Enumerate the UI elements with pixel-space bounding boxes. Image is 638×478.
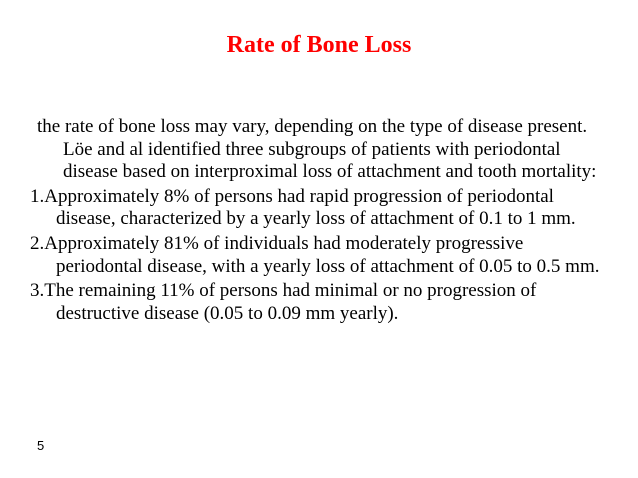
slide-body [30,116,607,327]
list-item: 3.The remaining 11% of persons had minimal or no progression of destructive disease (0.05 to 0.09 mm yearly). [30,280,537,324]
slide-title: Rate of Bone Loss [226,32,412,58]
slide-number: 5 [37,438,45,453]
intro-paragraph: the rate of bone loss may vary, depending on the type of disease present. Löe and al identified three subgroups of patients with periodontal disease based on interproximal loss of attachment and tooth mortality: [37,116,597,183]
list-item: 2.Approximately 81% of individuals had moderately progressive periodontal disease, with a yearly loss of attachment of 0.05 to 0.5 mm. [30,232,600,277]
list-item: 1.Approximately 8% of persons had rapid progression of periodontal disease, characterized by a yearly loss of attachment of 0.1 to 1 mm. [30,185,576,230]
